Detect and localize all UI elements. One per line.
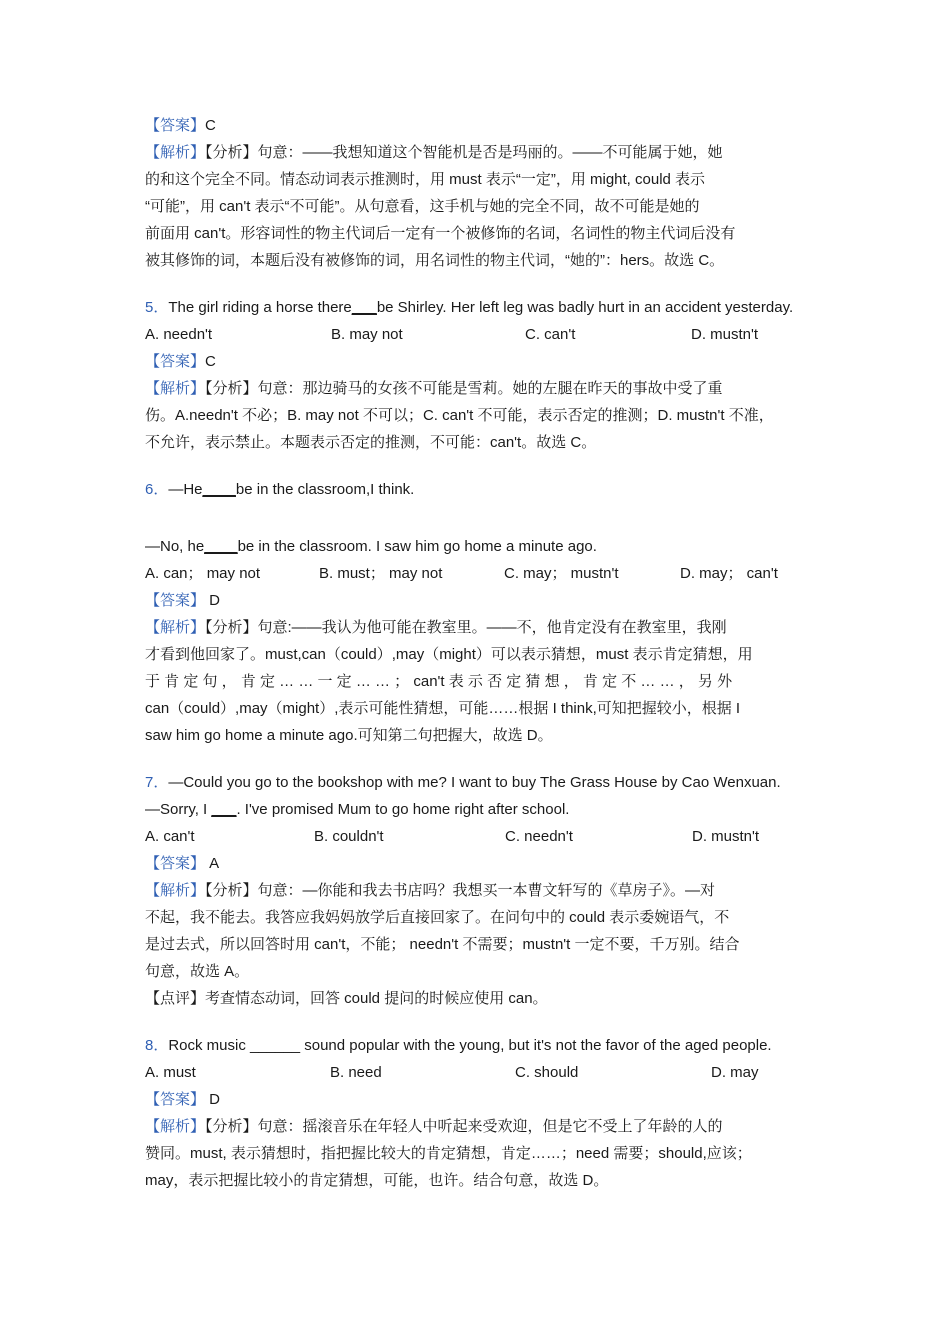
q5-answer-line <box>145 348 817 375</box>
q7-options <box>145 823 817 850</box>
analysis-tag: 【解析】 <box>145 619 206 636</box>
question-number: 8． <box>145 1037 169 1054</box>
analysis-text: 【分析】句意：——我想知道这个智能机是否是玛丽的。——不可能属于她，她 <box>205 144 723 161</box>
q8-analysis-line-3: may，表示把握比较小的肯定猜想，可能，也许。结合句意，故选 D。 <box>145 1172 609 1189</box>
q6-analysis-line-5: saw him go home a minute ago.可知第二句把握大，故选 D。 <box>145 727 553 744</box>
option-d: D. may <box>711 1064 759 1081</box>
answer-blank: ____ <box>202 481 236 498</box>
q6-line-1: 6．—He____be in the classroom,I think. <box>145 481 415 498</box>
q7-answer-line <box>145 850 817 877</box>
document-page <box>145 112 817 1194</box>
analysis-tag: 【解析】 <box>145 1118 206 1135</box>
option-c: C. should <box>515 1064 579 1081</box>
q7-analysis-line-4: 句意，故选 A。 <box>145 963 250 980</box>
q8-options <box>145 1059 817 1086</box>
answer-value: C <box>205 353 216 370</box>
option-c: C. can't <box>525 326 576 343</box>
q7-analysis-line-2: 不起，我不能去。我答应我妈妈放学后直接回家了。在问句中的 could 表示委婉语气，不 <box>145 909 730 926</box>
analysis-tag: 【解析】 <box>145 380 206 397</box>
answer-value: D <box>205 592 221 609</box>
q7-analysis-line-3: 是过去式，所以回答时用 can't，不能； needn't 不需要；mustn't 一定不要，千万别。结合 <box>145 936 740 953</box>
q4-analysis-line-4: 前面用 can't。形容词性的物主代词后一定有一个被修饰的名词，名词性的物主代词后没有 <box>145 225 736 242</box>
answer-tag: 【答案】 <box>145 353 206 370</box>
answer-blank: ___ <box>351 299 377 316</box>
question-number: 6． <box>145 481 169 498</box>
q4-analysis-line-1 <box>145 139 817 166</box>
option-a: A. can； may not <box>145 565 261 582</box>
q6-analysis-line-1: 【解析】【分析】句意:——我认为他可能在教室里。——不，他肯定没有在教室里，我刚 <box>145 619 727 636</box>
q5-options <box>145 321 817 348</box>
q8-answer-line <box>145 1086 817 1113</box>
q6-options <box>145 560 817 587</box>
option-d: D. mustn't <box>692 828 760 845</box>
option-a: A. needn't <box>145 326 213 343</box>
option-a: A. can't <box>145 828 195 845</box>
q5-analysis-line-1: 【解析】【分析】句意：那边骑马的女孩不可能是雪莉。她的左腿在昨天的事故中受了重 <box>145 380 723 397</box>
q6-answer-line <box>145 587 817 614</box>
q6-analysis-line-2: 才看到他回家了。must,can（could）,may（might）可以表示猜想，must 表示肯定猜想，用 <box>145 646 753 663</box>
q8-analysis-line-1: 【解析】【分析】句意：摇滚音乐在年轻人中听起来受欢迎，但是它不受上了年龄的人的 <box>145 1118 723 1135</box>
q6-analysis-line-4: can（could）,may（might）,表示可能性猜想，可能……根据 I think,可知把握较小，根据 I <box>145 700 741 717</box>
q7-analysis-line-1: 【解析】【分析】句意：—你能和我去书店吗？我想买一本曹文轩写的《草房子》。—对 <box>145 882 716 899</box>
answer-value: C <box>205 117 216 134</box>
q7-comment: 【点评】考查情态动词，回答 could 提问的时候应使用 can。 <box>145 990 548 1007</box>
q4-answer-line <box>145 112 817 139</box>
option-d: D. may； can't <box>680 565 778 582</box>
option-c: C. needn't <box>505 828 573 845</box>
q6-analysis-line-3: 于 肯 定 句 ， 肯 定 … … 一 定 … … ； can't 表 示 否 定 猜 想 ， 肯 定 不 … … ， 另 外 <box>145 673 733 690</box>
answer-blank: ____ <box>204 538 238 555</box>
answer-tag: 【答案】 <box>145 117 206 134</box>
q7-line-2: —Sorry, I ___. I've promised Mum to go home right after school. <box>145 801 570 818</box>
answer-value: A <box>205 855 220 872</box>
q7-line-1: 7．—Could you go to the bookshop with me? I want to buy The Grass House by Cao Wenxuan. <box>145 774 781 791</box>
analysis-tag: 【解析】 <box>145 144 206 161</box>
option-b: B. may not <box>331 326 403 343</box>
q5-analysis-line-2: 伤。A.needn't 不必；B. may not 不可以；C. can't 不可能，表示否定的推测；D. mustn't 不准， <box>145 407 774 424</box>
q8-analysis-line-2: 赞同。must, 表示猜想时，指把握比较大的肯定猜想，肯定……；need 需要；should,应该； <box>145 1145 752 1162</box>
q4-analysis-line-2: 的和这个完全不同。情态动词表示推测时，用 must 表示“一定”，用 might, could 表示 <box>145 171 706 188</box>
question-number: 5． <box>145 299 169 316</box>
q8-stem: 8．Rock music ______ sound popular with the young, but it's not the favor of the aged people. <box>145 1037 772 1054</box>
q4-analysis-line-5: 被其修饰的词，本题后没有被修饰的词，用名词性的物主代词，“她的”：hers。故选 C。 <box>145 252 725 269</box>
q5-analysis-line-3: 不允许，表示禁止。本题表示否定的推测，不可能：can't。故选 C。 <box>145 434 597 451</box>
q4-analysis-line-3: “可能”，用 can't 表示“不可能”。从句意看，这手机与她的完全不同，故不可能是她的 <box>145 198 700 215</box>
option-a: A. must <box>145 1064 196 1081</box>
option-b: B. couldn't <box>314 828 384 845</box>
option-b: B. must； may not <box>319 565 443 582</box>
option-b: B. need <box>330 1064 382 1081</box>
q6-line-2: —No, he____be in the classroom. I saw him go home a minute ago. <box>145 538 597 555</box>
question-number: 7． <box>145 774 169 791</box>
answer-blank: ___ <box>211 801 237 818</box>
q5-stem: 5．The girl riding a horse there___be Shirley. Her left leg was badly hurt in an accident yesterday. <box>145 299 794 316</box>
option-c: C. may； mustn't <box>504 565 619 582</box>
answer-tag: 【答案】 <box>145 592 206 609</box>
analysis-tag: 【解析】 <box>145 882 206 899</box>
answer-tag: 【答案】 <box>145 855 206 872</box>
option-d: D. mustn't <box>691 326 759 343</box>
answer-tag: 【答案】 <box>145 1091 206 1108</box>
answer-value: D <box>205 1091 221 1108</box>
